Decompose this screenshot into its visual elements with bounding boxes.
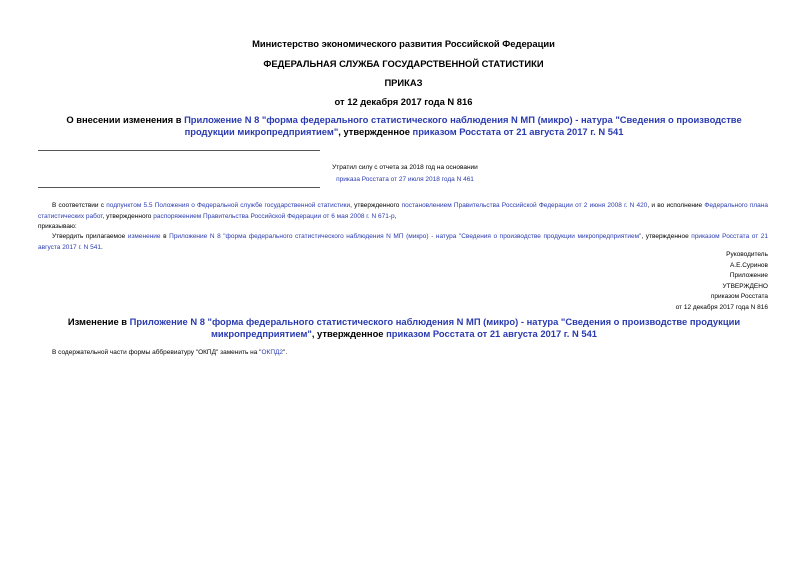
signature-role: Руководитель bbox=[726, 251, 768, 258]
appendix-link-2[interactable]: Приложение N 8 "форма федерального статистического наблюдения N МП (микро) - натура "Сведения о производстве продукции микропредприятием" bbox=[169, 233, 642, 240]
signature-block bbox=[548, 250, 768, 314]
approved-date: от 12 декабря 2017 года N 816 bbox=[675, 303, 768, 311]
signature-name: А.Е.Суринов bbox=[729, 261, 768, 269]
change-link[interactable]: изменение bbox=[127, 233, 161, 240]
heading-middle: , утвержденное bbox=[338, 126, 413, 137]
p1-text-e: , bbox=[394, 213, 397, 220]
approved-by: приказом Росстата bbox=[710, 293, 768, 301]
order-heading bbox=[48, 114, 760, 138]
change-text-a: В содержательной части формы аббревиатуру "ОКПД" заменить на " bbox=[52, 349, 262, 356]
approved-label: УТВЕРЖДЕНО bbox=[722, 282, 768, 290]
p1-text-c: , и во исполнение bbox=[647, 202, 705, 209]
order-461-link[interactable]: приказа Росстата от 27 июля 2018 года N 461 bbox=[336, 176, 474, 183]
okpd2-link[interactable]: ОКПД2 bbox=[261, 349, 284, 356]
service-title: ФЕДЕРАЛЬНАЯ СЛУЖБА ГОСУДАРСТВЕННОЙ СТАТИСТИКИ bbox=[263, 58, 544, 69]
divider-bottom bbox=[38, 187, 320, 188]
order-541-link-2[interactable]: приказом Росстата от 21 августа 2017 г. N 541 bbox=[38, 233, 769, 251]
p3-text-d: . bbox=[101, 244, 103, 251]
decree-671-link[interactable]: распоряжением Правительства Российской Федерации от 6 мая 2008 г. N 671-р bbox=[153, 213, 395, 220]
appendix-link-3[interactable]: Приложение N 8 "форма федерального статистического наблюдения N МП (микро) - натура "Сведения о производстве продукции микропредприятием" bbox=[129, 316, 741, 339]
change-heading bbox=[48, 316, 760, 340]
change-paragraph bbox=[38, 347, 768, 358]
ministry-title: Министерство экономического развития Российской Федерации bbox=[252, 38, 555, 49]
doc-type: ПРИКАЗ bbox=[384, 77, 423, 88]
heading-prefix: О внесении изменения в bbox=[66, 114, 185, 125]
resolution-420-link[interactable]: постановлением Правительства Российской Федерации от 2 июня 2008 г. N 420 bbox=[401, 202, 648, 209]
subparagraph-link[interactable]: подпунктом 5.5 Положения о Федеральной службе государственной статистики bbox=[106, 202, 351, 209]
order-541-link[interactable]: приказом Росстата от 21 августа 2017 г. N 541 bbox=[412, 126, 624, 137]
body-paragraph-1 bbox=[38, 200, 768, 222]
body-paragraph-2: приказываю: bbox=[38, 223, 77, 230]
heading2-prefix: Изменение в bbox=[67, 316, 130, 327]
heading2-middle: , утвержденное bbox=[311, 328, 387, 339]
p3-text-c: , утвержденное bbox=[641, 233, 692, 240]
lost-force-text: Утратил силу с отчета за 2018 год на основании bbox=[332, 164, 478, 171]
change-text-b: ". bbox=[283, 349, 288, 356]
appendix-link[interactable]: Приложение N 8 "форма федерального статистического наблюдения N МП (микро) - натура "Сведения о производстве продукции микропредприятием" bbox=[184, 114, 742, 137]
lost-force-note bbox=[300, 162, 510, 186]
p1-text-a: В соответствии с bbox=[52, 202, 107, 209]
divider-top bbox=[38, 150, 320, 151]
appendix-label: Приложение bbox=[729, 272, 768, 280]
p1-text-d: , утвержденного bbox=[102, 213, 154, 220]
federal-plan-link[interactable]: Федерального плана статистических работ bbox=[38, 202, 768, 220]
p3-text-a: Утвердить прилагаемое bbox=[52, 233, 128, 240]
p1-text-b: , утвержденного bbox=[350, 202, 402, 209]
doc-date: от 12 декабря 2017 года N 816 bbox=[334, 96, 473, 107]
order-541-link-3[interactable]: приказом Росстата от 21 августа 2017 г. N 541 bbox=[386, 328, 597, 339]
p3-text-b: в bbox=[160, 233, 170, 240]
